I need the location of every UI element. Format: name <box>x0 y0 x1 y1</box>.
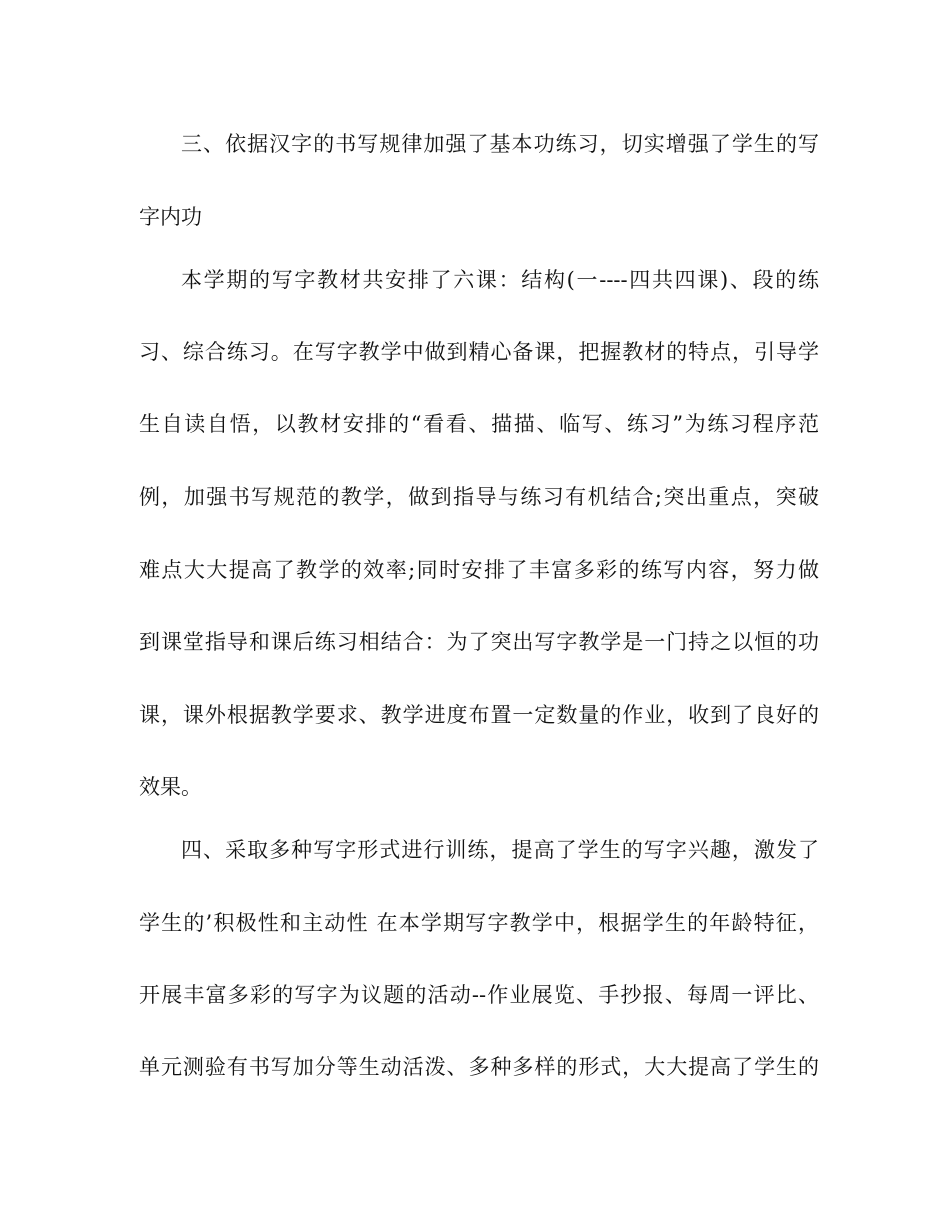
paragraph-line: 难点大大提高了教学的效率;同时安排了丰富多彩的练写内容，努力做 <box>139 558 819 582</box>
paragraph-line: 单元测验有书写加分等生动活泼、多种多样的形式，大大提高了学生的 <box>139 1055 819 1079</box>
paragraph-line: 效果。 <box>139 775 202 799</box>
section-four-heading-line-1: 四、采取多种写字形式进行训练，提高了学生的写字兴趣，激发了 <box>181 838 819 862</box>
paragraph-line: 习、综合练习。在写字教学中做到精心备课，把握教材的特点，引导学 <box>139 340 819 364</box>
paragraph-line: 生自读自悟，以教材安排的“看看、描描、临写、练习”为练习程序范 <box>139 412 819 436</box>
section-four-heading-line-2: 学生的’积极性和主动性 在本学期写字教学中，根据学生的年龄特征， <box>139 911 819 935</box>
paragraph-line: 到课堂指导和课后练习相结合：为了突出写字教学是一门持之以恒的功 <box>139 630 819 654</box>
paragraph-line: 本学期的写字教材共安排了六课：结构(一----四共四课)、段的练 <box>181 268 819 292</box>
paragraph-line: 课，课外根据教学要求、教学进度布置一定数量的作业，收到了良好的 <box>139 703 819 727</box>
paragraph-line: 开展丰富多彩的写字为议题的活动--作业展览、手抄报、每周一评比、 <box>139 983 819 1007</box>
section-three-heading-line-2: 字内功 <box>139 205 202 229</box>
section-three-heading-line-1: 三、依据汉字的书写规律加强了基本功练习，切实增强了学生的写 <box>181 132 819 156</box>
paragraph-line: 例，加强书写规范的教学，做到指导与练习有机结合;突出重点，突破 <box>139 485 819 509</box>
